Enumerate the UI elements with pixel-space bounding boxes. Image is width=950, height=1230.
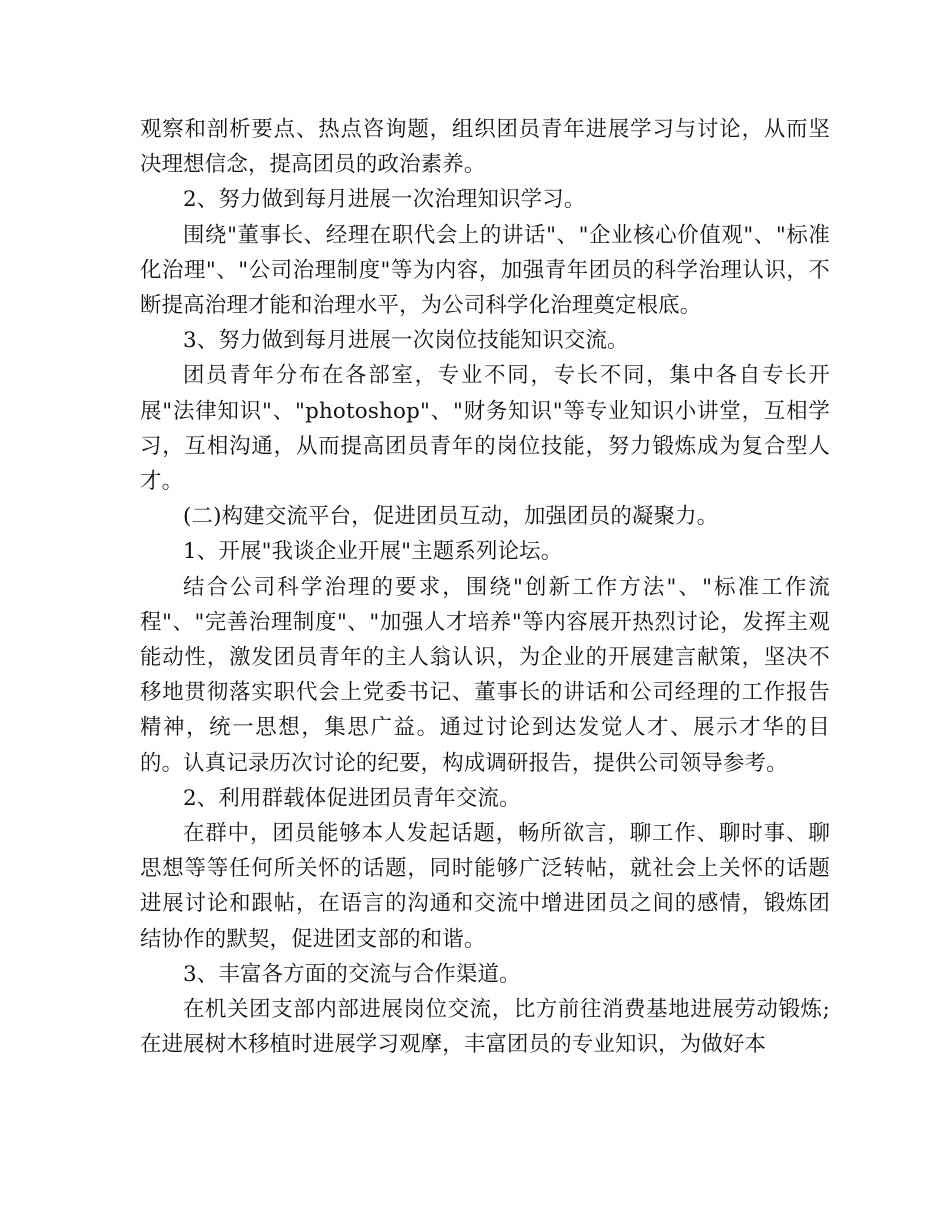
list-item-heading: 2、利用群载体促进团员青年交流。	[183, 785, 521, 811]
paragraph-continuation: 观察和剖析要点、热点咨询题，组织团员青年进展学习与讨论，从而坚决理想信念，提高团员的政治素养。	[140, 117, 830, 178]
list-item-heading: 1、开展"我谈企业开展"主题系列论坛。	[183, 539, 563, 565]
list-item-heading: 3、努力做到每月进展一次岗位技能知识交流。	[183, 328, 629, 354]
paragraph: 结合公司科学治理的要求，围绕"创新工作方法"、"标准工作流程"、"完善治理制度"、"加强人才培养"等内容展开热烈讨论，发挥主观能动性，激发团员青年的主人翁认识，为企业的开展建言献策，坚决不移地贯彻落实职代会上党委书记、董事长的讲话和公司经理的工作报告精神，统一思想，集思广益。通过讨论到达发觉人才、展示才华的目的。认真记录历次讨论的纪要，构成调研报告，提供公司领导参考。	[140, 574, 830, 776]
list-item-heading: 2、努力做到每月进展一次治理知识学习。	[183, 187, 586, 213]
list-item-heading: 3、丰富各方面的交流与合作渠道。	[183, 961, 521, 987]
section-heading: (二)构建交流平台，促进团员互动，加强团员的凝聚力。	[183, 504, 719, 530]
paragraph: 在机关团支部内部进展岗位交流，比方前往消费基地进展劳动锻炼;在进展树木移植时进展学习观摩，丰富团员的专业知识，为做好本	[140, 997, 830, 1058]
paragraph: 在群中，团员能够本人发起话题，畅所欲言，聊工作、聊时事、聊思想等等任何所关怀的话题，同时能够广泛转帖，就社会上关怀的话题进展讨论和跟帖，在语言的沟通和交流中增进团员之间的感情，锻炼团结协作的默契，促进团支部的和谐。	[140, 821, 830, 952]
paragraph: 围绕"董事长、经理在职代会上的讲话"、"企业核心价值观"、"标准化治理"、"公司治理制度"等为内容，加强青年团员的科学治理认识，不断提高治理才能和治理水平，为公司科学化治理奠定根底。	[140, 222, 830, 319]
document-body	[140, 112, 830, 1062]
paragraph: 团员青年分布在各部室，专业不同，专长不同，集中各自专长开展"法律知识"、"photoshop"、"财务知识"等专业知识小讲堂，互相学习，互相沟通，从而提高团员青年的岗位技能，努力锻炼成为复合型人才。	[140, 363, 830, 495]
